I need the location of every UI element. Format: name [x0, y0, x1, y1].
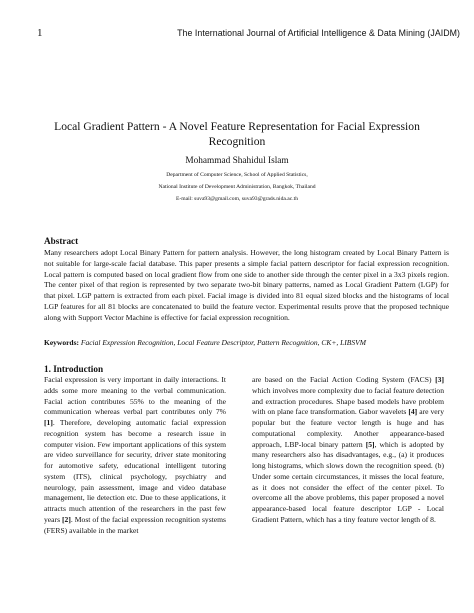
page-number: 1	[37, 27, 43, 39]
text-run: Facial expression is very important in daily interactions. It adds some more meaning to the verbal communication. Facial action contributes 55% to the meaning of the communication whereas verbal part contributes only 7%	[44, 375, 226, 417]
introduction-paragraph-1	[44, 375, 226, 536]
text-run: which involves more complexity due to facial feature detection and extraction procedures. Shape based models have problem with on plane face transformation. Gabor wavelets	[252, 385, 444, 417]
paper-title	[20, 120, 454, 149]
paper-title-line-2: Recognition	[208, 134, 266, 148]
author-department: Department of Computer Science, School of Applied Statistics,	[166, 172, 308, 178]
introduction-right-column	[252, 375, 444, 526]
text-run: , which is adopted by many researchers also has disadvantages, e.g., (a) it produces long histograms, which slows down the recognition speed. (b) Under some certain circumstances, it misses the local feature, as it does not consider the effect of the center pixel. To overcome all the above problems, this paper proposed a novel appearance-based local feature descriptor LGP - Local Gradient Pattern, which has a tiny feature vector length of 8.	[252, 439, 444, 524]
keywords-label: Keywords:	[44, 338, 79, 347]
text-run: are based on the Facial Action Coding System (FACS)	[252, 375, 436, 384]
author-email: E-mail: suva93@gmail.com, suva93@grads.nida.ac.th	[176, 196, 298, 202]
citation-1: [1]	[44, 418, 53, 427]
abstract-text: Many researchers adopt Local Binary Pattern for pattern analysis. However, the long histogram created by Local Binary Pattern is not suitable for large-scale facial database. This paper presents a simple facial pattern descriptor for facial expression recognition. Local pattern is computed based on local gradient flow from one side to another side through the center pixel in a 3x3 pixels region. The center pixel of that region is represented by two separate two-bit binary patterns, named as Local Gradient Pattern (LGP) for that pixel. LGP pattern is extracted from each pixel. Facial image is divided into 81 equal sized blocks and the histograms of local LGP features for all 81 blocks are concatenated to build the feature vector. Experimental results prove that the proposed technique along with Support Vector Machine is effective for facial expression recognition.	[44, 248, 449, 322]
keywords-list: Facial Expression Recognition, Local Feature Descriptor, Pattern Recognition, CK+, LIBSVM	[80, 338, 366, 347]
author-institution: National Institute of Development Administration, Bangkok, Thailand	[158, 184, 316, 190]
section-heading-introduction: 1. Introduction	[44, 364, 104, 374]
journal-name: The International Journal of Artificial Intelligence & Data Mining (JAIDM)	[177, 28, 460, 38]
author-name: Mohammad Shahidul Islam	[185, 156, 289, 166]
text-run: . Therefore, developing automatic facial expression recognition system has become a research issue in computer vision. Few important applications of this system are video surveillance for security, driver state monitoring for automotive safety, educational intelligent tutoring system (ITS), clinical psychology, psychiatry and neurology, pain assessment, image and video database management, lie detection etc. Due to these applications, it attracts much attention of the researchers in the past few years	[44, 418, 226, 524]
citation-5: [5]	[365, 439, 375, 449]
text-run: are very popular but the feature vector length is huge and has computational complexity. Another appearance-based approach, LBP-local binary pattern	[252, 407, 444, 449]
citation-3: [3]	[435, 375, 444, 384]
text-run: . Most of the facial expression recognition systems (FERS) available in the market	[44, 514, 227, 535]
introduction-left-column	[44, 375, 226, 536]
citation-2: [2]	[62, 514, 71, 524]
paper-title-line-1: Local Gradient Pattern - A Novel Feature Representation for Facial Expression	[54, 120, 420, 133]
abstract-heading: Abstract	[44, 236, 79, 246]
citation-4: [4]	[408, 407, 418, 417]
keywords	[44, 338, 449, 348]
introduction-paragraph-2	[252, 375, 444, 526]
